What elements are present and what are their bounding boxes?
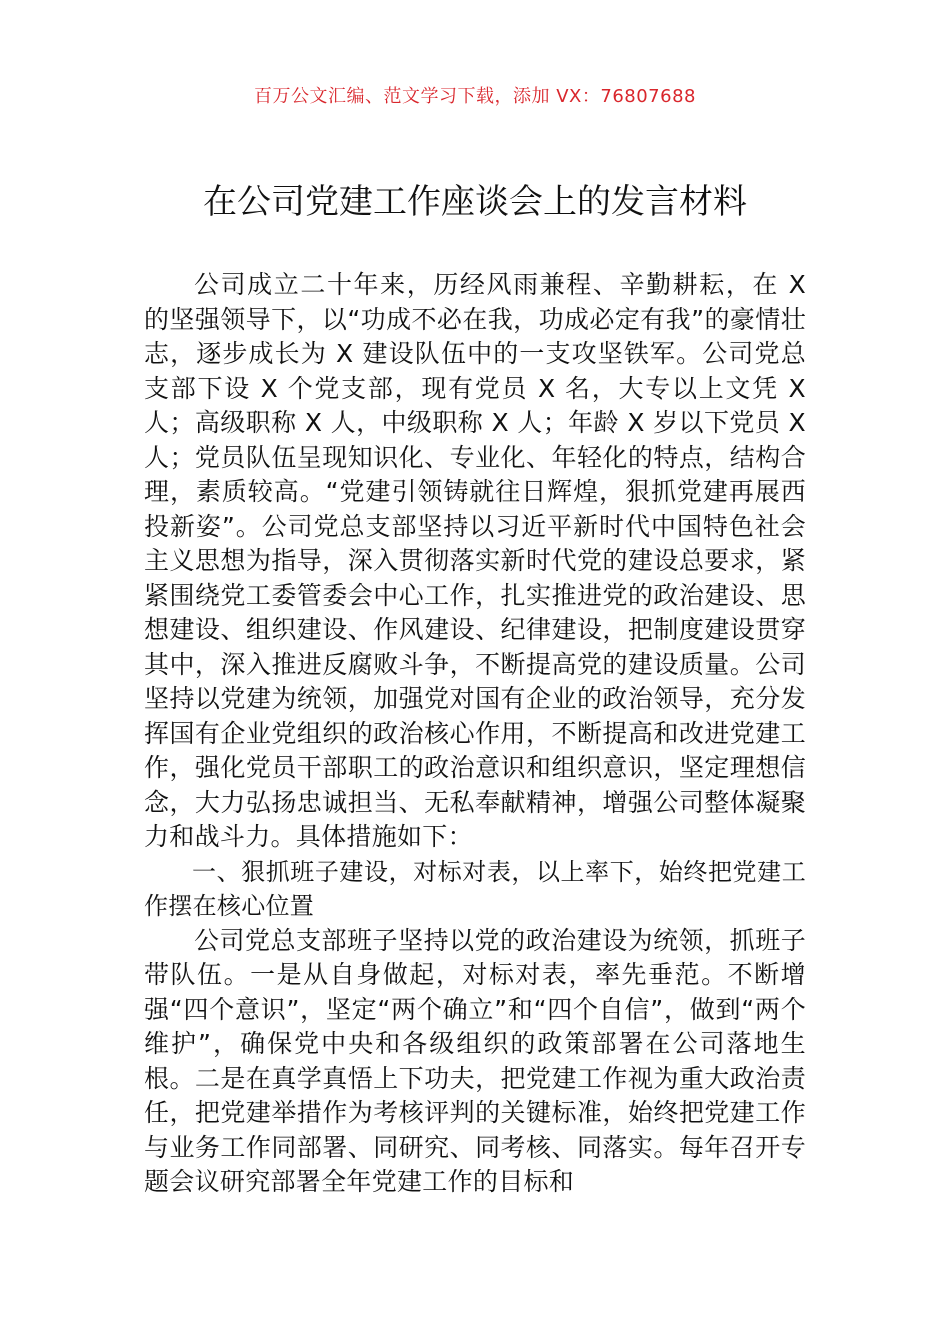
watermark-header: 百万公文汇编、范文学习下载，添加 VX：76807688 — [254, 86, 696, 107]
document-body — [144, 268, 806, 1200]
document-title: 在公司党建工作座谈会上的发言材料 — [203, 182, 747, 222]
section-paragraph: 公司党总支部班子坚持以党的政治建设为统领，抓班子带队伍。一是从自身做起，对标对表，率先垂范。不断增强“四个意识”，坚定“两个确立”和“四个自信”，做到“两个维护”，确保党中央和各级组织的政策部署在公司落地生根。二是在真学真悟上下功夫，把党建工作视为重大政治责任，把党建举措作为考核评判的关键标准，始终把党建工作与业务工作同部署、同研究、同考核、同落实。每年召开专题会议研究部署全年党建工作的目标和 — [144, 925, 806, 1196]
section-heading: 一、狠抓班子建设，对标对表，以上率下，始终把党建工作摆在核心位置 — [144, 857, 806, 920]
intro-paragraph: 公司成立二十年来，历经风雨兼程、辛勤耕耘，在 X 的坚强领导下，以“功成不必在我，功成必定有我”的豪情壮志，逐步成长为 X 建设队伍中的一支攻坚铁军。公司党总支部下设 X 个党支部，现有党员 X 名，大专以上文凭 X 人；高级职称 X 人，中级职称 X 人；年龄 X 岁以下党员 X 人；党员队伍呈现知识化、专业化、年轻化的特点，结构合理，素质较高。“党建引领铸就往日辉煌，狠抓党建再展西投新姿”。公司党总支部坚持以习近平新时代中国特色社会主义思想为指导，深入贯彻落实新时代党的建设总要求，紧紧围绕党工委管委会中心工作，扎实推进党的政治建设、思想建设、组织建设、作风建设、纪律建设，把制度建设贯穿其中，深入推进反腐败斗争，不断提高党的建设质量。公司坚持以党建为统领，加强党对国有企业的政治领导，充分发挥国有企业党组织的政治核心作用，不断提高和改进党建工作，强化党员干部职工的政治意识和组织意识，坚定理想信念，大力弘扬忠诚担当、无私奉献精神，增强公司整体凝聚力和战斗力。具体措施如下： — [144, 270, 806, 851]
